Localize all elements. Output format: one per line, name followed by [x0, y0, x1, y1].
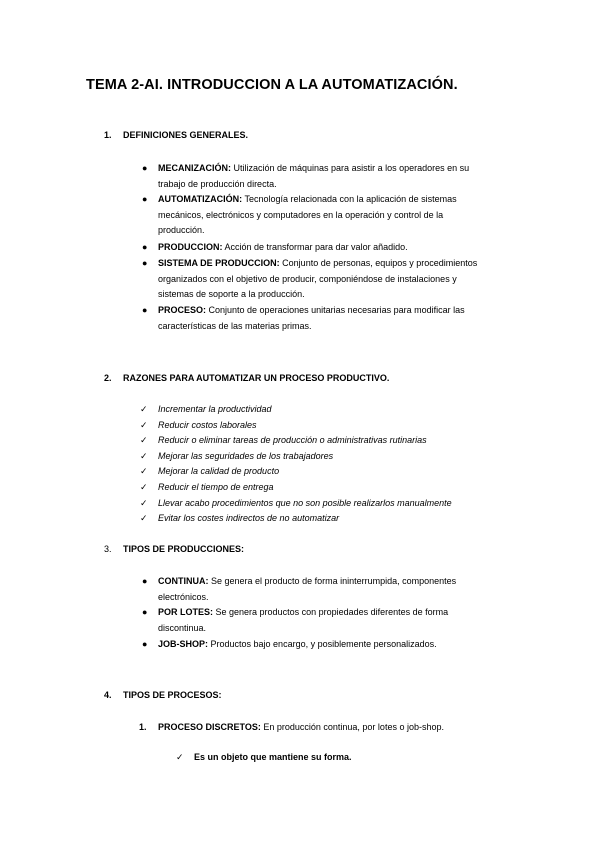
definition-term: SISTEMA DE PRODUCCION: [158, 258, 280, 268]
reason-item: ✓ Incrementar la productividad [140, 404, 272, 414]
production-item: ● JOB-SHOP: Productos bajo encargo, y posiblemente personalizados. [158, 637, 508, 653]
reason-item: ✓ Mejorar las seguridades de los trabajadores [140, 451, 334, 461]
reason-item: ✓ Reducir o eliminar tareas de producción o administrativas rutinarias [140, 435, 427, 445]
checkmark-icon: ✓ [140, 451, 148, 461]
bullet-dot-icon: ● [142, 163, 148, 173]
subsection-heading: 1. PROCESO DISCRETOS: En producción continua, por lotes o job-shop. [139, 722, 444, 732]
checkmark-icon: ✓ [140, 404, 148, 414]
bullet-dot-icon: ● [142, 258, 148, 268]
section-heading-1 [104, 130, 248, 140]
final-check-item: ✓ Es un objeto que mantiene su forma. [176, 752, 352, 762]
definition-item: ● PROCESO: Conjunto de operaciones unitarias necesarias para modificar las características de las materias primas. [142, 305, 465, 331]
bullet-dot-icon: ● [142, 242, 148, 252]
checkmark-icon: ✓ [140, 513, 148, 523]
bullet-dot-icon: ● [142, 194, 148, 204]
section-heading-2 [104, 373, 389, 383]
section-heading-3 [104, 544, 244, 554]
production-term: CONTINUA: [158, 576, 209, 586]
page-title: TEMA 2-AI. INTRODUCCION A LA AUTOMATIZACIÓN. [86, 77, 458, 93]
bullet-dot-icon: ● [142, 639, 148, 649]
bullet-dot-icon: ● [142, 305, 148, 315]
definition-item: ● AUTOMATIZACIÓN: Tecnología relacionada con la aplicación de sistemas mecánicos, electrónicos y computadores en la operación y control de la producción. [142, 194, 457, 236]
production-item: ● POR LOTES: Se genera productos con propiedades diferentes de forma discontinua. [142, 607, 449, 633]
subsection-term: PROCESO DISCRETOS: [158, 722, 261, 732]
definition-item: ● MECANIZACIÓN: Utilización de máquinas para asistir a los operadores en su trabajo de producción directa. [142, 163, 470, 189]
subsection-number: 1. [139, 722, 147, 732]
bullet-dot-icon: ● [142, 607, 148, 617]
section-heading-4 [104, 690, 222, 700]
checkmark-icon: ✓ [140, 435, 148, 445]
section-number: 1. [104, 130, 112, 140]
definition-item: ● PRODUCCION: Acción de transformar para dar valor añadido. [158, 240, 508, 256]
reason-item: ✓ Reducir el tiempo de entrega [140, 482, 274, 492]
definition-term: MECANIZACIÓN: [158, 163, 231, 173]
checkmark-icon: ✓ [140, 420, 148, 430]
production-term: POR LOTES: [158, 607, 214, 617]
section-number: 4. [104, 690, 112, 700]
reason-item: ✓ Evitar los costes indirectos de no automatizar [140, 513, 340, 523]
checkmark-icon: ✓ [140, 498, 148, 508]
section-label: RAZONES PARA AUTOMATIZAR UN PROCESO PRODUCTIVO. [123, 373, 390, 383]
section-label: DEFINICIONES GENERALES. [123, 130, 249, 140]
checkmark-icon: ✓ [176, 752, 184, 762]
section-label: TIPOS DE PROCESOS: [123, 690, 222, 700]
section-label: TIPOS DE PRODUCCIONES: [123, 544, 245, 554]
section-number: 2. [104, 373, 112, 383]
production-item: ● CONTINUA: Se genera el producto de forma ininterrumpida, componentes electrónicos. [142, 576, 457, 602]
bullet-dot-icon: ● [142, 576, 148, 586]
reason-item: ✓ Reducir costos laborales [140, 420, 257, 430]
section-number: 3. [104, 544, 112, 554]
reason-item: ✓ Llevar acabo procedimientos que no son posible realizarlos manualmente [140, 498, 452, 508]
definition-term: PROCESO: [158, 305, 207, 315]
production-term: JOB-SHOP: [158, 639, 209, 649]
checkmark-icon: ✓ [140, 482, 148, 492]
definition-term: AUTOMATIZACIÓN: [158, 194, 243, 204]
checkmark-icon: ✓ [140, 466, 148, 476]
reason-item: ✓ Mejorar la calidad de producto [140, 466, 280, 476]
definition-term: PRODUCCION: [158, 242, 223, 252]
definition-item: ● SISTEMA DE PRODUCCION: Conjunto de personas, equipos y procedimientos organizados con el objetivo de producir, componiéndose de instalaciones y sistemas de soporte a la producción. [142, 258, 478, 300]
